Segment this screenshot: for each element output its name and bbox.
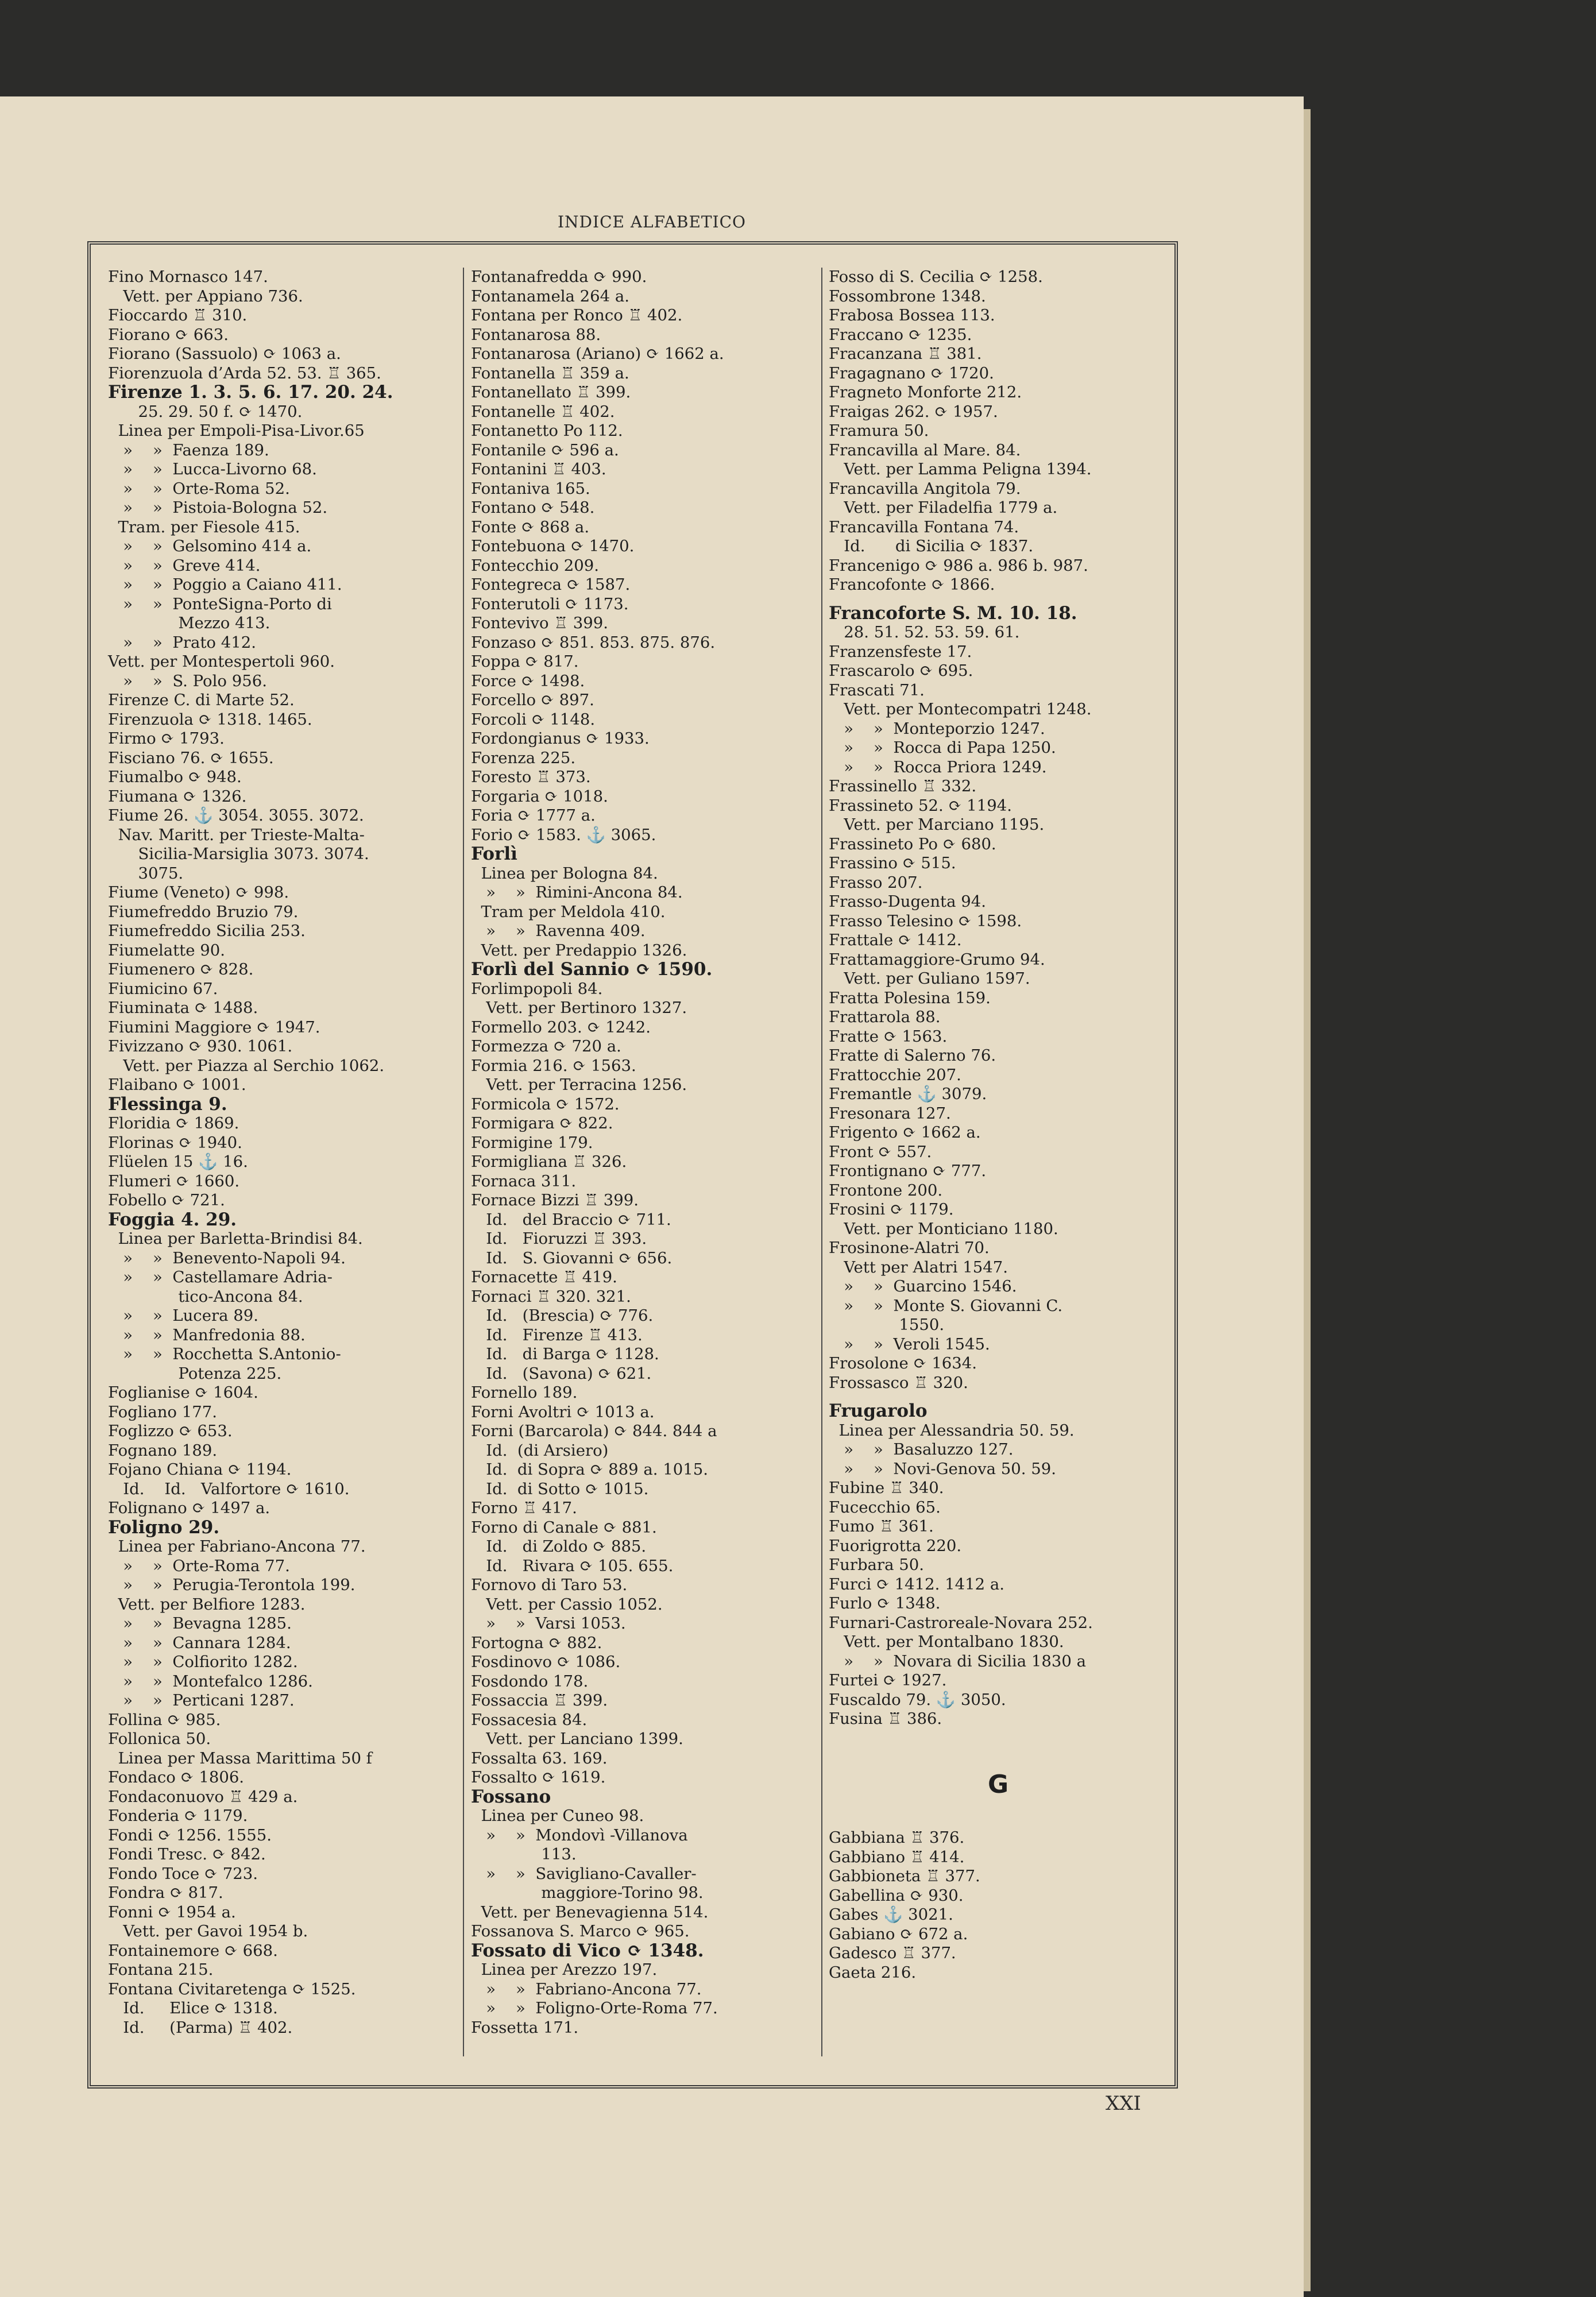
index-entry: Fognano 189. xyxy=(108,1441,218,1460)
index-entry: Fontecchio 209. xyxy=(471,556,600,575)
index-entry: Formezza ⟳ 720 a. xyxy=(471,1037,621,1055)
index-entry: Furci ⟳ 1412. 1412 a. xyxy=(829,1575,1004,1594)
index-entry: Forni Avoltri ⟳ 1013 a. xyxy=(471,1402,655,1421)
index-entry: Id. (Parma) ♖ 402. xyxy=(108,2018,293,2037)
index-entry: » » Basaluzzo 127. xyxy=(829,1440,1014,1459)
index-entry: » » Montefalco 1286. xyxy=(108,1672,313,1691)
index-entry: Id. (di Arsiero) xyxy=(471,1441,609,1460)
index-entry: Fontano ⟳ 548. xyxy=(471,498,595,517)
index-entry: Vett. per Monticiano 1180. xyxy=(829,1219,1058,1238)
index-entry: Vett. per Guliano 1597. xyxy=(829,969,1030,988)
index-entry: Fontainemore ⟳ 668. xyxy=(108,1941,278,1960)
index-entry: Francenigo ⟳ 986 a. 986 b. 987. xyxy=(829,556,1088,575)
index-entry: Fontevivo ♖ 399. xyxy=(471,614,608,632)
index-entry: Frascati 71. xyxy=(829,680,925,699)
index-entry: Flessinga 9. xyxy=(108,1093,227,1115)
index-entry: Vett per Alatri 1547. xyxy=(829,1258,1008,1277)
index-entry: Fontanafredda ⟳ 990. xyxy=(471,268,647,286)
index-entry: Vett. per Marciano 1195. xyxy=(829,815,1045,834)
section-letter: G xyxy=(987,1769,1009,1799)
index-entry: Frasso-Dugenta 94. xyxy=(829,892,986,911)
index-entry: Gabes ⚓ 3021. xyxy=(829,1905,953,1924)
index-entry: » » Rocca di Papa 1250. xyxy=(829,738,1056,757)
index-entry: » » Prato 412. xyxy=(108,633,256,652)
index-entry: Fondaconuovo ♖ 429 a. xyxy=(108,1787,298,1806)
index-entry: Frasso Telesino ⟳ 1598. xyxy=(829,911,1022,930)
index-entry: Firmo ⟳ 1793. xyxy=(108,729,225,748)
index-entry: Fioccardo ♖ 310. xyxy=(108,306,248,324)
index-entry: Forno di Canale ⟳ 881. xyxy=(471,1518,657,1537)
index-entry: Fornacette ♖ 419. xyxy=(471,1268,617,1286)
index-entry: Id. Id. Valfortore ⟳ 1610. xyxy=(108,1479,350,1498)
index-entry: Fusina ♖ 386. xyxy=(829,1710,942,1728)
index-entry: Fuscaldo 79. ⚓ 3050. xyxy=(829,1690,1006,1709)
index-entry: Fiume (Veneto) ⟳ 998. xyxy=(108,883,289,902)
index-entry: Fiumicino 67. xyxy=(108,979,218,998)
index-entry: Fragneto Monforte 212. xyxy=(829,383,1022,401)
index-entry: Fiorano ⟳ 663. xyxy=(108,325,229,344)
index-entry: Foglizzo ⟳ 653. xyxy=(108,1422,233,1440)
index-entry: Linea per Massa Marittima 50 f xyxy=(108,1749,372,1768)
index-entry: » » Rimini-Ancona 84. xyxy=(471,883,683,902)
index-entry: » » Castellamare Adria- xyxy=(108,1268,333,1286)
index-entry: Francavilla Fontana 74. xyxy=(829,517,1019,536)
index-entry: Linea per Empoli-Pisa-Livor.65 xyxy=(108,421,365,440)
index-entry: Vett. per Montecompatri 1248. xyxy=(829,700,1092,718)
index-entry: Fonterutoli ⟳ 1173. xyxy=(471,594,629,613)
index-entry: Id. di Barga ⟳ 1128. xyxy=(471,1345,659,1363)
index-entry: Fraccano ⟳ 1235. xyxy=(829,325,972,344)
index-entry: 3075. xyxy=(108,864,184,883)
index-entry: » » Lucera 89. xyxy=(108,1306,258,1325)
index-entry: Vett. per Appiano 736. xyxy=(108,287,303,306)
index-entry: Firenzuola ⟳ 1318. 1465. xyxy=(108,710,312,729)
index-entry: Id. Elice ⟳ 1318. xyxy=(108,1999,278,2017)
index-entry: Vett. per Lanciano 1399. xyxy=(471,1730,683,1748)
index-entry: Fucecchio 65. xyxy=(829,1498,941,1517)
index-entry: Fontaniva 165. xyxy=(471,479,590,498)
index-entry: Follonica 50. xyxy=(108,1730,211,1748)
index-entry: Fontebuona ⟳ 1470. xyxy=(471,537,635,555)
index-entry: Floridia ⟳ 1869. xyxy=(108,1114,239,1132)
index-entry: Vett. per Montespertoli 960. xyxy=(108,652,335,671)
index-entry: Id. di Sopra ⟳ 889 a. 1015. xyxy=(471,1460,708,1479)
index-entry: » » Novi-Genova 50. 59. xyxy=(829,1459,1056,1478)
index-entry: Fondi Tresc. ⟳ 842. xyxy=(108,1845,266,1863)
index-entry: Frugarolo xyxy=(829,1401,928,1421)
index-entry: Fontanarosa (Ariano) ⟳ 1662 a. xyxy=(471,345,724,363)
index-entry: Frabosa Bossea 113. xyxy=(829,306,995,324)
index-entry: Fresonara 127. xyxy=(829,1104,951,1123)
index-entry: Fiumefreddo Sicilia 253. xyxy=(108,922,306,940)
index-entry: Francavilla Angitola 79. xyxy=(829,479,1021,498)
index-entry: Fossanova S. Marco ⟳ 965. xyxy=(471,1922,690,1940)
index-entry: Fuorigrotta 220. xyxy=(829,1536,962,1555)
index-entry: » » Orte-Roma 52. xyxy=(108,479,290,498)
index-entry: maggiore-Torino 98. xyxy=(471,1884,704,1902)
index-entry: Fontana per Ronco ♖ 402. xyxy=(471,306,683,324)
index-entry: Fratte ⟳ 1563. xyxy=(829,1027,948,1046)
index-entry: Vett. per Gavoi 1954 b. xyxy=(108,1922,308,1940)
index-entry: Fossaccia ♖ 399. xyxy=(471,1691,608,1710)
index-entry: Frattocchie 207. xyxy=(829,1065,961,1084)
index-entry: Fossacesia 84. xyxy=(471,1710,588,1729)
page-number: XXI xyxy=(1106,2092,1141,2115)
index-entry: » » Varsi 1053. xyxy=(471,1614,626,1633)
index-entry: » » Rocca Priora 1249. xyxy=(829,757,1047,776)
index-entry: Fiorano (Sassuolo) ⟳ 1063 a. xyxy=(108,345,341,363)
index-entry: Fornaci ♖ 320. 321. xyxy=(471,1287,631,1306)
index-entry: Fossombrone 1348. xyxy=(829,287,986,306)
index-entry: Franzensfeste 17. xyxy=(829,642,972,661)
index-entry: Fracanzana ♖ 381. xyxy=(829,345,982,363)
index-entry: » » Faenza 189. xyxy=(108,440,269,459)
index-entry: Florinas ⟳ 1940. xyxy=(108,1133,242,1152)
index-entry: Vett. per Filadelfia 1779 a. xyxy=(829,498,1058,517)
index-entry: » » Colfiorito 1282. xyxy=(108,1653,298,1671)
index-entry: Gabbioneta ♖ 377. xyxy=(829,1867,980,1885)
index-entry: Gaeta 216. xyxy=(829,1963,917,1982)
index-entry: Id. del Braccio ⟳ 711. xyxy=(471,1210,671,1229)
index-entry: » » Rocchetta S.Antonio- xyxy=(108,1345,341,1363)
index-entry: Fondaco ⟳ 1806. xyxy=(108,1768,245,1786)
index-entry: Force ⟳ 1498. xyxy=(471,671,585,690)
index-entry: Id. di Sotto ⟳ 1015. xyxy=(471,1479,649,1498)
index-entry: Vett. per Predappio 1326. xyxy=(471,941,687,960)
index-entry: Fontegreca ⟳ 1587. xyxy=(471,575,631,594)
index-entry: Fiumefreddo Bruzio 79. xyxy=(108,902,299,921)
index-entry: Foglianise ⟳ 1604. xyxy=(108,1383,258,1402)
index-entry: Frattarola 88. xyxy=(829,1008,941,1026)
index-entry: » » Guarcino 1546. xyxy=(829,1277,1017,1296)
index-entry: Fremantle ⚓ 3079. xyxy=(829,1085,987,1103)
index-entry: Fondi ⟳ 1256. 1555. xyxy=(108,1826,272,1844)
index-entry: Fonte ⟳ 868 a. xyxy=(471,517,590,536)
index-entry: Foresto ♖ 373. xyxy=(471,768,591,786)
index-entry: Fosdinovo ⟳ 1086. xyxy=(471,1653,621,1671)
index-entry: Fiorenzuola d’Arda 52. 53. ♖ 365. xyxy=(108,364,381,382)
index-entry: Id. di Zoldo ⟳ 885. xyxy=(471,1537,647,1556)
index-entry: Gabellina ⟳ 930. xyxy=(829,1886,964,1905)
index-entry: Fonni ⟳ 1954 a. xyxy=(108,1902,236,1921)
index-entry: Frossasco ♖ 320. xyxy=(829,1373,968,1392)
index-entry: Framura 50. xyxy=(829,421,929,440)
index-entry: Fiuminata ⟳ 1488. xyxy=(108,999,258,1017)
index-entry: » » Bevagna 1285. xyxy=(108,1614,292,1633)
index-entry: Vett. per Montalbano 1830. xyxy=(829,1633,1064,1651)
index-entry: Sicilia-Marsiglia 3073. 3074. xyxy=(108,845,369,863)
index-entry: Forenza 225. xyxy=(471,748,576,767)
index-entry: Furbara 50. xyxy=(829,1556,924,1574)
index-entry: » » Lucca-Livorno 68. xyxy=(108,460,317,478)
index-entry: Follina ⟳ 985. xyxy=(108,1710,221,1729)
index-entry: » » Fabriano-Ancona 77. xyxy=(471,1979,702,1998)
index-entry: Id. di Sicilia ⟳ 1837. xyxy=(829,537,1034,555)
index-entry: Fiumini Maggiore ⟳ 1947. xyxy=(108,1018,320,1037)
index-entry: Fossato di Vico ⟳ 1348. xyxy=(471,1940,704,1961)
index-entry: Fivizzano ⟳ 930. 1061. xyxy=(108,1037,293,1055)
index-entry: Fontanarosa 88. xyxy=(471,325,601,344)
index-entry: Formigara ⟳ 822. xyxy=(471,1114,613,1132)
index-entry: Formia 216. ⟳ 1563. xyxy=(471,1056,636,1075)
index-entry: Frassino ⟳ 515. xyxy=(829,854,956,872)
index-entry: Frassineto 52. ⟳ 1194. xyxy=(829,796,1012,815)
index-entry: 25. 29. 50 f. ⟳ 1470. xyxy=(108,402,303,421)
index-entry: » » Perticani 1287. xyxy=(108,1691,295,1710)
index-entry: 1550. xyxy=(829,1316,945,1334)
index-entry: Fontanella ♖ 359 a. xyxy=(471,364,629,382)
index-entry: Id. S. Giovanni ⟳ 656. xyxy=(471,1248,673,1267)
index-entry: » » Novara di Sicilia 1830 a xyxy=(829,1652,1086,1670)
index-entry: Frattale ⟳ 1412. xyxy=(829,931,962,949)
index-entry: Fontanelle ♖ 402. xyxy=(471,402,615,421)
index-entry: Francofonte ⟳ 1866. xyxy=(829,575,995,594)
index-entry: Fumo ♖ 361. xyxy=(829,1517,934,1536)
index-entry: Forno ♖ 417. xyxy=(471,1499,577,1517)
index-entry: Linea per Cuneo 98. xyxy=(471,1807,644,1825)
index-entry: » » Ravenna 409. xyxy=(471,922,646,940)
index-entry: Forlì del Sannio ⟳ 1590. xyxy=(471,959,713,980)
index-entry: » » Cannara 1284. xyxy=(108,1633,291,1652)
index-entry: » » Pistoia-Bologna 52. xyxy=(108,498,328,517)
index-entry: Fragagnano ⟳ 1720. xyxy=(829,364,994,382)
index-entry: Gabiano ⟳ 672 a. xyxy=(829,1924,968,1943)
index-entry: Gabbiano ♖ 414. xyxy=(829,1847,965,1866)
index-entry: Flaibano ⟳ 1001. xyxy=(108,1076,246,1094)
index-entry: » » S. Polo 956. xyxy=(108,671,267,690)
index-entry: Fratte di Salerno 76. xyxy=(829,1046,996,1065)
index-entry: Forio ⟳ 1583. ⚓ 3065. xyxy=(471,825,656,844)
index-entry: Frassineto Po ⟳ 680. xyxy=(829,834,996,853)
index-entry: Fiumalbo ⟳ 948. xyxy=(108,768,242,786)
index-entry: Fratta Polesina 159. xyxy=(829,988,991,1007)
index-entry: Fontanetto Po 112. xyxy=(471,421,623,440)
index-entry: Vett. per Lamma Peligna 1394. xyxy=(829,460,1092,478)
index-entry: Fonderia ⟳ 1179. xyxy=(108,1807,248,1825)
index-entry: » » Veroli 1545. xyxy=(829,1335,990,1354)
index-entry: Fraigas 262. ⟳ 1957. xyxy=(829,402,998,421)
index-entry: » » Savigliano-Cavaller- xyxy=(471,1864,697,1883)
index-entry: 28. 51. 52. 53. 59. 61. xyxy=(829,623,1020,641)
index-entry: Formello 203. ⟳ 1242. xyxy=(471,1018,651,1037)
index-entry: Foria ⟳ 1777 a. xyxy=(471,806,596,825)
index-entry: » » Benevento-Napoli 94. xyxy=(108,1248,346,1267)
index-entry: » » Manfredonia 88. xyxy=(108,1325,306,1344)
index-entry: Gadesco ♖ 377. xyxy=(829,1944,956,1962)
index-entry: Fosso di S. Cecilia ⟳ 1258. xyxy=(829,268,1043,286)
index-entry: Frassinello ♖ 332. xyxy=(829,777,977,795)
index-entry: Fornace Bizzi ♖ 399. xyxy=(471,1191,639,1209)
index-entry: Fossalto ⟳ 1619. xyxy=(471,1768,606,1786)
index-entry: Fubine ♖ 340. xyxy=(829,1479,944,1497)
index-entry: Front ⟳ 557. xyxy=(829,1142,932,1161)
index-entry: Linea per Arezzo 197. xyxy=(471,1960,658,1979)
index-entry: Fossalta 63. 169. xyxy=(471,1749,608,1768)
index-entry: Vett. per Cassio 1052. xyxy=(471,1595,663,1614)
index-entry: Linea per Bologna 84. xyxy=(471,864,658,883)
index-entry: » » Monte S. Giovanni C. xyxy=(829,1296,1063,1315)
index-entry: Tram. per Fiesole 415. xyxy=(108,517,300,536)
index-entry: Forgaria ⟳ 1018. xyxy=(471,787,608,806)
index-entry: Fobello ⟳ 721. xyxy=(108,1191,225,1209)
index-entry: Foggia 4. 29. xyxy=(108,1209,237,1230)
index-entry: Fornaca 311. xyxy=(471,1171,577,1190)
running-header: INDICE ALFABETICO xyxy=(558,212,746,231)
index-entry: Fordongianus ⟳ 1933. xyxy=(471,729,650,748)
column-rule-1 xyxy=(463,268,464,2056)
index-entry: Fontanini ♖ 403. xyxy=(471,460,606,478)
index-entry: Forlimpopoli 84. xyxy=(471,979,603,998)
index-entry: Fisciano 76. ⟳ 1655. xyxy=(108,748,274,767)
index-entry: Furtei ⟳ 1927. xyxy=(829,1671,947,1689)
index-entry: Fossetta 171. xyxy=(471,2018,579,2037)
index-entry: Frosini ⟳ 1179. xyxy=(829,1200,954,1219)
index-entry: Frontone 200. xyxy=(829,1181,943,1200)
index-entry: » » Greve 414. xyxy=(108,556,261,575)
index-column-1 xyxy=(108,268,458,2037)
index-entry: Linea per Barletta-Brindisi 84. xyxy=(108,1229,363,1248)
index-entry: Formicola ⟳ 1572. xyxy=(471,1095,620,1113)
index-entry: Fortogna ⟳ 882. xyxy=(471,1633,602,1652)
index-entry: Vett. per Belfiore 1283. xyxy=(108,1595,306,1614)
index-entry: Vett. per Benevagienna 514. xyxy=(471,1902,709,1921)
index-entry: Fornello 189. xyxy=(471,1383,578,1402)
index-entry: Folignano ⟳ 1497 a. xyxy=(108,1499,270,1517)
index-entry: Linea per Alessandria 50. 59. xyxy=(829,1421,1075,1440)
index-entry: Linea per Fabriano-Ancona 77. xyxy=(108,1537,366,1556)
index-entry: Fogliano 177. xyxy=(108,1402,217,1421)
index-entry: Tram per Meldola 410. xyxy=(471,902,666,921)
index-entry: Fondo Toce ⟳ 723. xyxy=(108,1864,258,1883)
index-entry: Foligno 29. xyxy=(108,1517,220,1538)
index-entry: Fiumelatte 90. xyxy=(108,941,225,960)
index-entry: Fontanamela 264 a. xyxy=(471,287,630,306)
index-entry: Forcello ⟳ 897. xyxy=(471,691,594,709)
index-entry: Formigliana ♖ 326. xyxy=(471,1153,627,1171)
index-entry: Nav. Maritt. per Trieste-Malta- xyxy=(108,825,365,844)
index-entry: Id. Firenze ♖ 413. xyxy=(471,1325,643,1344)
index-entry: tico-Ancona 84. xyxy=(108,1287,303,1306)
index-entry: » » Mondovì -Villanova xyxy=(471,1826,688,1844)
index-entry: Flüelen 15 ⚓ 16. xyxy=(108,1153,248,1171)
index-entry: Flumeri ⟳ 1660. xyxy=(108,1171,240,1190)
index-entry: Frosinone-Alatri 70. xyxy=(829,1239,990,1257)
index-entry: Vett. per Terracina 1256. xyxy=(471,1076,687,1094)
index-entry: Frigento ⟳ 1662 a. xyxy=(829,1123,981,1142)
index-entry: Frasso 207. xyxy=(829,873,923,892)
index-entry: Forni (Barcarola) ⟳ 844. 844 a xyxy=(471,1422,717,1440)
index-entry: Gabbiana ♖ 376. xyxy=(829,1828,965,1847)
index-entry: » » Monteporzio 1247. xyxy=(829,719,1045,738)
page-edge xyxy=(1304,109,1311,2291)
index-entry: Francavilla al Mare. 84. xyxy=(829,440,1021,459)
index-entry: Id. (Brescia) ⟳ 776. xyxy=(471,1306,654,1325)
index-entry: Fontana 215. xyxy=(108,1960,214,1979)
column-rule-2 xyxy=(821,268,822,2056)
index-entry: » » Gelsomino 414 a. xyxy=(108,537,312,555)
index-entry: Mezzo 413. xyxy=(108,614,270,632)
index-entry: Forcoli ⟳ 1148. xyxy=(471,710,596,729)
index-entry: Fossano xyxy=(471,1786,551,1807)
index-entry: Frascarolo ⟳ 695. xyxy=(829,662,973,680)
index-entry: » » Orte-Roma 77. xyxy=(108,1556,290,1575)
index-column-2 xyxy=(471,268,822,2037)
index-entry: Frattamaggiore-Grumo 94. xyxy=(829,950,1045,969)
index-entry: Firenze C. di Marte 52. xyxy=(108,691,295,709)
index-entry: Fiume 26. ⚓ 3054. 3055. 3072. xyxy=(108,806,364,825)
index-entry: Firenze 1. 3. 5. 6. 17. 20. 24. xyxy=(108,382,393,403)
index-entry: Fino Mornasco 147. xyxy=(108,268,268,286)
index-entry: 113. xyxy=(471,1845,577,1863)
index-entry: Vett. per Piazza al Serchio 1062. xyxy=(108,1056,385,1075)
index-frame xyxy=(87,241,1178,2089)
index-entry: Fosdondo 178. xyxy=(471,1672,589,1691)
index-entry: Fondra ⟳ 817. xyxy=(108,1884,223,1902)
index-entry: Frontignano ⟳ 777. xyxy=(829,1162,987,1180)
index-entry: Id. (Savona) ⟳ 621. xyxy=(471,1364,652,1383)
index-entry: Francoforte S. M. 10. 18. xyxy=(829,602,1077,624)
index-entry: Fontana Civitaretenga ⟳ 1525. xyxy=(108,1979,356,1998)
index-entry: » » Poggio a Caiano 411. xyxy=(108,575,342,594)
index-entry: Furlo ⟳ 1348. xyxy=(829,1594,941,1612)
index-column-3 xyxy=(829,268,1168,1982)
index-entry: Fontanile ⟳ 596 a. xyxy=(471,440,619,459)
index-entry: Fontanellato ♖ 399. xyxy=(471,383,631,401)
index-entry: Fornovo di Taro 53. xyxy=(471,1576,628,1594)
index-entry: Fonzaso ⟳ 851. 853. 875. 876. xyxy=(471,633,716,652)
index-entry: Formigine 179. xyxy=(471,1133,593,1152)
index-entry: Id. Fioruzzi ♖ 393. xyxy=(471,1229,647,1248)
index-entry: Vett. per Bertinoro 1327. xyxy=(471,999,687,1017)
index-entry: » » PonteSigna-Porto di xyxy=(108,594,332,613)
index-entry: Fiumenero ⟳ 828. xyxy=(108,960,254,979)
index-entry: » » Foligno-Orte-Roma 77. xyxy=(471,1999,718,2017)
index-entry: Forlì xyxy=(471,844,517,864)
index-entry: » » Perugia-Terontola 199. xyxy=(108,1576,355,1594)
index-entry: Foppa ⟳ 817. xyxy=(471,652,579,671)
index-entry: Fojano Chiana ⟳ 1194. xyxy=(108,1460,292,1479)
index-entry: Potenza 225. xyxy=(108,1364,282,1383)
index-entry: Id. Rivara ⟳ 105. 655. xyxy=(471,1556,674,1575)
index-entry: Furnari-Castroreale-Novara 252. xyxy=(829,1613,1093,1632)
index-entry: Frosolone ⟳ 1634. xyxy=(829,1354,977,1372)
index-entry: Fiumana ⟳ 1326. xyxy=(108,787,247,806)
